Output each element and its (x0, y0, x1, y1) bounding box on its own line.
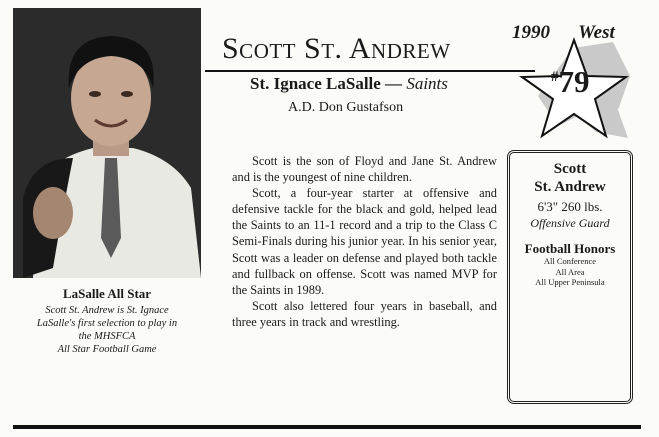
player-name-heading: Scott St. Andrew (222, 32, 451, 65)
team-name: Saints (406, 74, 448, 93)
caption-title: LaSalle All Star (62, 286, 152, 301)
school-name: St. Ignace LaSalle — (250, 74, 403, 93)
honor-item: All Area (555, 266, 585, 277)
number-prefix: # (551, 69, 559, 85)
header-divider (205, 70, 535, 72)
bio-paragraph: Scott also lettered four years in baseball, and three years in track and wrestling. (232, 298, 497, 329)
player-position: Offensive Guard (530, 216, 610, 230)
caption-line: LaSalle's first selection to play in (36, 318, 178, 329)
sidebar-first-name: Scott (553, 161, 587, 177)
number-value: 79 (558, 64, 590, 99)
caption-line: Scott St. Andrew is St. Ignace (45, 305, 169, 316)
region: West (578, 22, 615, 43)
bio-paragraph: Scott, a four-year starter at offensive and defensive tackle for the black and gold, helped lead the Saints to an 11-1 record and a trip to the Class C Semi-Finals during his junior year. In his senior year, Scott was a leader on defense and played both tackle and fullback on offense. Scott was named MVP for the Saints in 1989. (232, 186, 497, 297)
caption-body (13, 304, 201, 356)
photo-caption (13, 286, 201, 356)
bio-paragraph: Scott is the son of Floyd and Jane St. Andrew and is the youngest of nine children. (232, 154, 497, 185)
athletic-director: A.D. Don Gustafson (288, 100, 404, 115)
honor-item: All Conference (543, 256, 597, 266)
height-weight: 6'3" 260 lbs. (537, 199, 603, 214)
honor-item: All Upper Peninsula (535, 277, 605, 287)
jersey-number (551, 64, 590, 100)
footer-divider (13, 425, 641, 429)
honors-title: Football Honors (524, 241, 616, 256)
caption-line: All Star Football Game (57, 344, 157, 355)
player-info-box (507, 150, 633, 404)
player-portrait-illustration (13, 8, 201, 278)
biography (232, 153, 497, 330)
school-line (250, 74, 448, 94)
player-photo (13, 8, 201, 278)
sidebar-last-name: St. Andrew (534, 179, 606, 195)
caption-line: the MHSFCA (78, 331, 136, 342)
year: 1990 (512, 22, 550, 43)
